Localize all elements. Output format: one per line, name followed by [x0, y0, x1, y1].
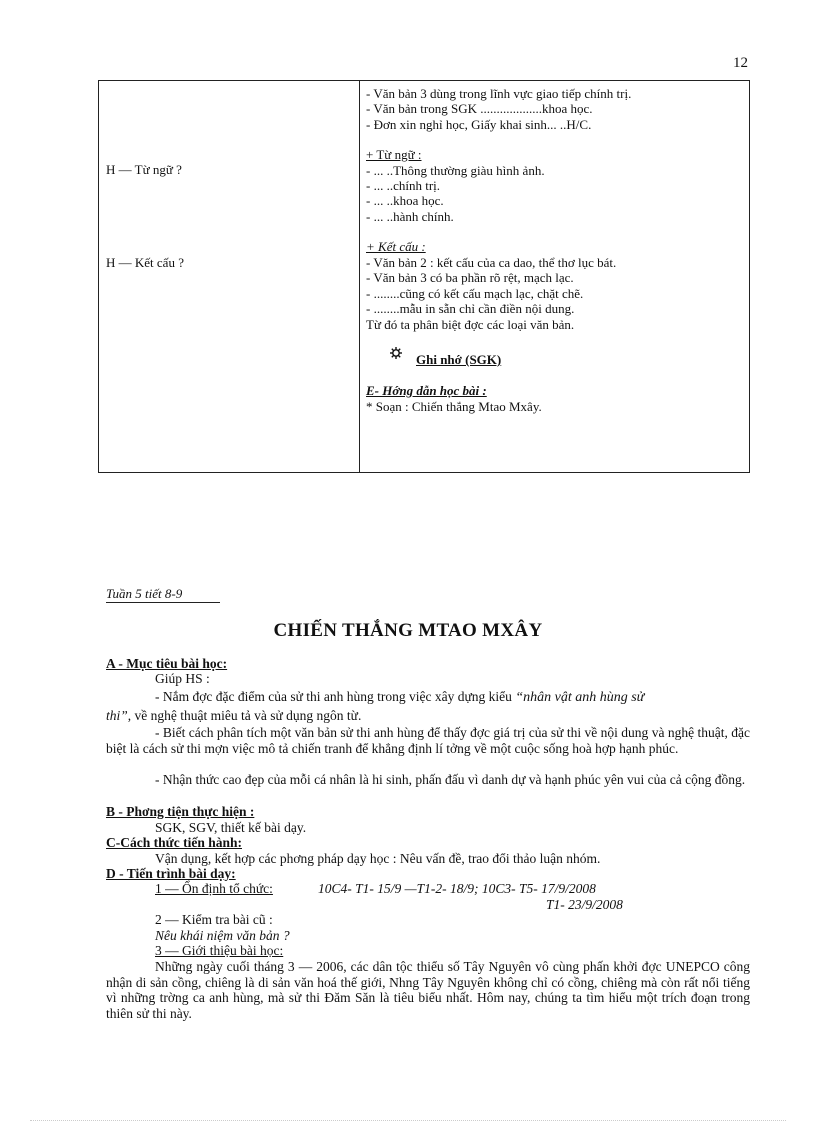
objective-1-quote-end: thi” [106, 708, 128, 723]
objective-1-text: - Nắm đợc đặc điểm của sử thi anh hùng trong việc xây dựng kiểu [155, 689, 516, 704]
section-d-heading: D - Tiến trình bài dạy: [106, 866, 236, 881]
step-2-label: 2 — Kiểm tra bài cũ : [155, 912, 273, 927]
step-3-label: 3 — Giới thiệu bài học: [155, 943, 284, 958]
step-1-label: 1 — Ổn định tổ chức: [155, 881, 273, 896]
lesson-title: CHIẾN THẮNG MTAO MXÂY [273, 620, 543, 641]
table-line: - ........cũng có kết cấu mạch lạc, chặt chẽ. [366, 286, 584, 301]
table-line: - ... ..khoa học. [366, 193, 444, 208]
objective-3: - Nhận thức cao đẹp của mỗi cá nhân là hi sinh, phấn đấu vì danh dự và hạnh phúc yên vui của cả cộng đồng. [155, 772, 746, 787]
table-line: - Văn bản 3 dùng trong lĩnh vực giao tiếp chính trị. [366, 86, 632, 101]
objective-1-quote: “nhân vật anh hùng sử [515, 690, 645, 705]
table-line: - ... ..Thông thường giàu hình ảnh. [366, 163, 545, 178]
objective-1-end: , về nghệ thuật miêu tả và sử dụng ngôn từ. [127, 708, 362, 723]
section-b-text: SGK, SGV, thiết kế bài dạy. [155, 820, 307, 835]
section-c-heading: C-Cách thức tiến hành: [106, 835, 242, 850]
table-line: - ... ..hành chính. [366, 209, 454, 224]
table-line: - Văn bản trong SGK ...................khoa học. [366, 101, 593, 116]
guide-heading: E- Hớng dẫn học bài : [366, 383, 487, 398]
objective-1-cont [106, 708, 361, 723]
section-b-heading: B - Phơng tiện thực hiện : [106, 804, 255, 819]
review-question: Nêu khái niệm văn bản ? [155, 928, 290, 943]
guide-text: * Soạn : Chiến thắng Mtao Mxây. [366, 399, 542, 414]
column-divider [359, 81, 360, 472]
table-line: - ........mẫu in sẵn chỉ cần điền nội dung. [366, 301, 575, 316]
structure-heading: + Kết cấu : [366, 239, 426, 254]
section-a-heading: A - Mục tiêu bài học: [106, 656, 228, 671]
note-label: Ghi nhớ (SGK) [416, 352, 502, 367]
section-a-intro: Giúp HS : [155, 671, 210, 686]
intro-paragraph: Những ngày cuối tháng 3 — 2006, các dân tộc thiểu số Tây Nguyên vô cùng phấn khởi đợc UNEPCO công nhận di sản cồng, chiêng là di sản văn hoá thế giới, Nhng Tây Nguyên không chỉ có cồng, chiêng mà còn rất nổi tiếng vì những trờng ca anh hùng, mà sử thi Đăm Săn là tiêu biểu nhất. Hôm nay, chúng ta tìm hiểu một trích đoạn trong thiên sử thi này. [106, 959, 750, 1021]
objective-1 [155, 689, 750, 705]
class-schedule-2: T1- 23/9/2008 [546, 897, 623, 912]
table-line: - Văn bản 2 : kết cấu của ca dao, thể thơ lục bát. [366, 255, 617, 270]
page-bottom-rule [30, 1120, 786, 1121]
table-line: - ... ..chính trị. [366, 178, 441, 193]
table-line: - Đơn xin nghỉ học, Giấy khai sinh... ..H/C. [366, 117, 592, 132]
table-line: Từ đó ta phân biệt đợc các loại văn bản. [366, 317, 575, 332]
question-vocabulary: H — Từ ngữ ? [106, 162, 182, 177]
page-number: 12 [733, 55, 748, 71]
gear-bullet-icon [390, 347, 402, 363]
section-c-text: Vận dụng, kết hợp các phơng pháp dạy học : Nêu vấn đề, trao đổi thảo luận nhóm. [155, 851, 601, 866]
vocab-heading: + Từ ngữ : [366, 147, 422, 162]
week-label: Tuần 5 tiết 8-9 [106, 586, 220, 603]
class-schedule: 10C4- T1- 15/9 —T1-2- 18/9; 10C3- T5- 17/9/2008 [318, 881, 596, 896]
question-structure: H — Kết cấu ? [106, 255, 184, 270]
objective-2: - Biết cách phân tích một văn bản sử thi anh hùng để thấy đợc giá trị của sử thi về nội dung và nghệ thuật, đặc biệt là cách sử thi mợn việc mô tả chiến tranh để khẳng định lí tởng về một cuộc sống hoà hợp hạnh phúc. [106, 725, 750, 756]
table-line: - Văn bản 3 có ba phần rõ rệt, mạch lạc. [366, 270, 574, 285]
